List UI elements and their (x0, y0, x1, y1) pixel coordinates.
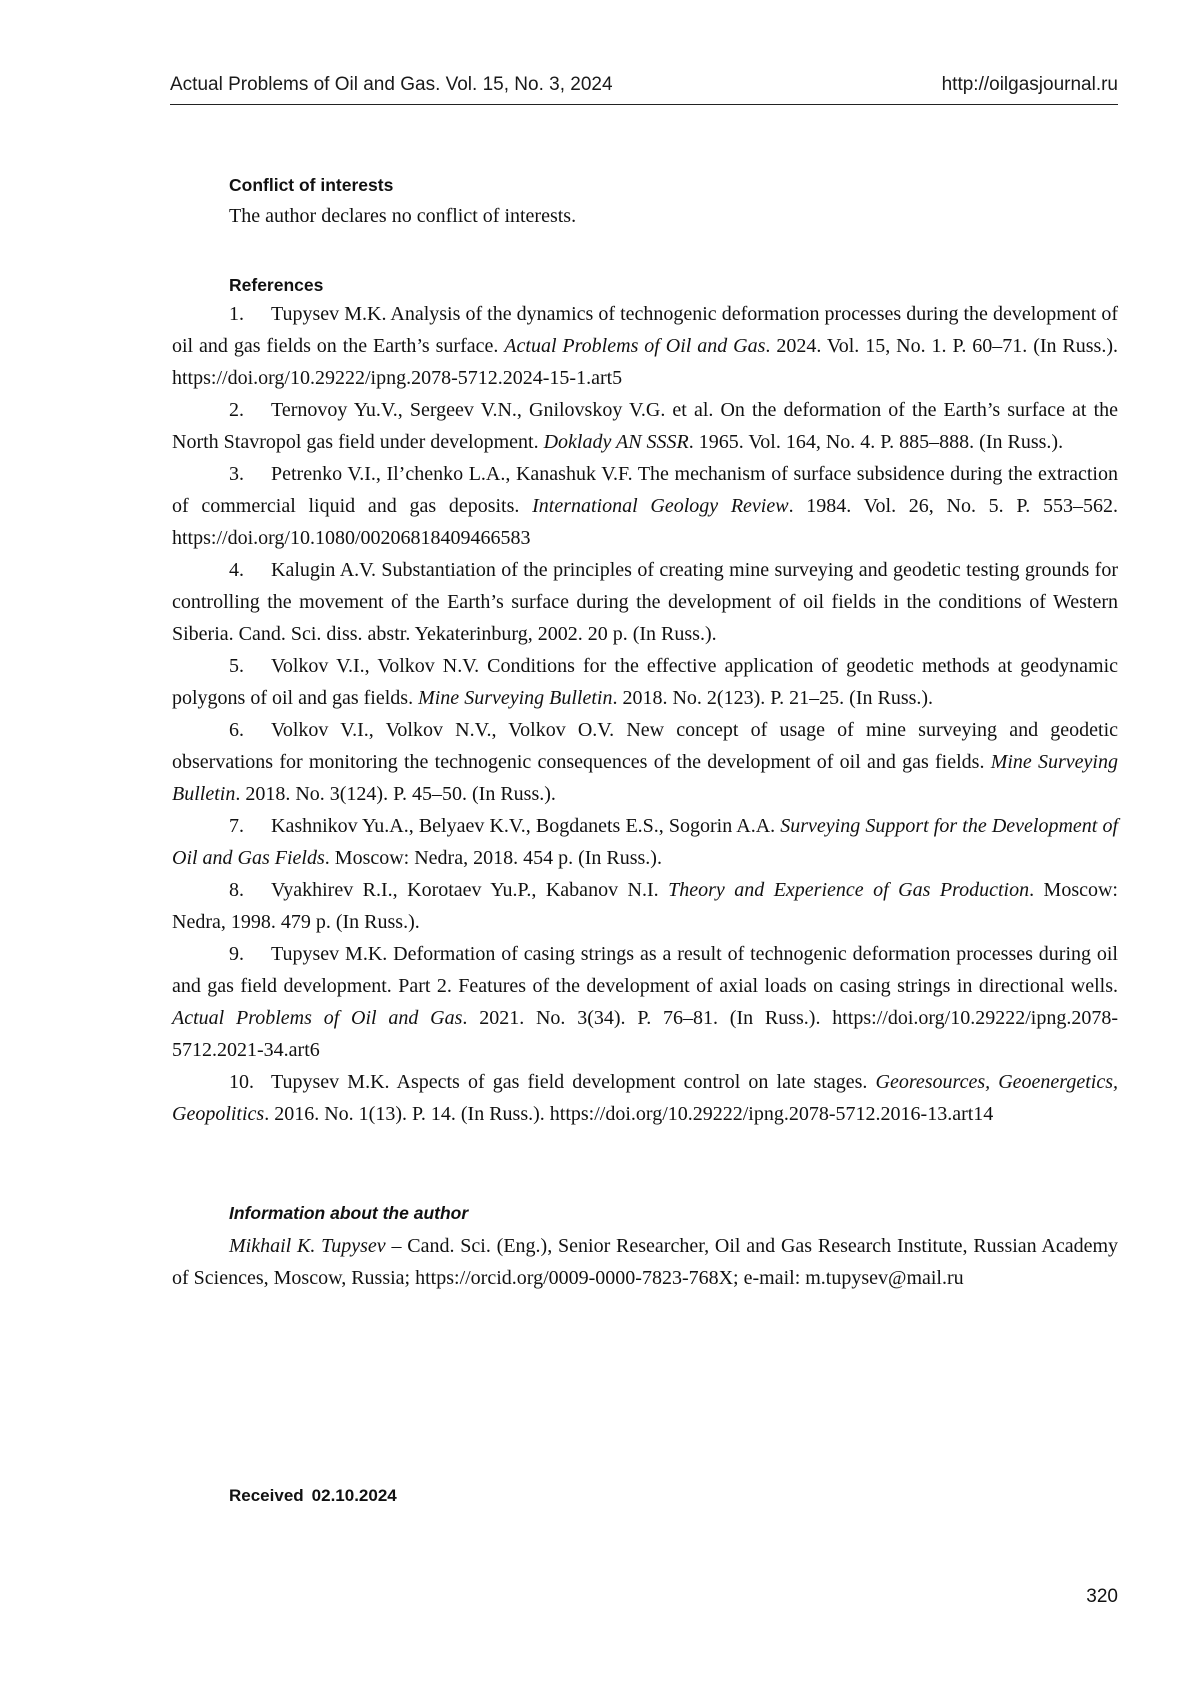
reference-item (172, 650, 1118, 714)
reference-number: 10. (229, 1071, 254, 1093)
reference-authors-title: Kalugin A.V. Substantiation of the principles of creating mine surveying and geodetic testing grounds for controlling the movement of the Earth’s surface during the development of oil fields in the conditions of Western Siberia. Cand. Sci. diss. abstr. Yekaterinburg, 2002. 20 p. (In Russ.). (172, 559, 1118, 645)
author-info-text (172, 1230, 1118, 1294)
reference-number: 2. (229, 399, 244, 421)
reference-item (172, 458, 1118, 554)
received-date: 02.10.2024 (311, 1486, 397, 1505)
reference-item (172, 714, 1118, 810)
reference-number: 7. (229, 815, 244, 837)
reference-details: . Moscow: Nedra, 2018. 454 p. (In Russ.). (324, 847, 662, 869)
reference-number: 1. (229, 303, 244, 325)
reference-source: Georesources, Geoenergetics, Geopolitics (172, 1071, 1118, 1125)
conflict-text: The author declares no conflict of interests. (229, 205, 577, 227)
reference-details: . 1965. Vol. 164, No. 4. P. 885–888. (In Russ.). (688, 431, 1064, 453)
reference-authors-title: Kashnikov Yu.A., Belyaev K.V., Bogdanets E.S., Sogorin A.A. (271, 815, 781, 837)
reference-source: Theory and Experience of Gas Production (668, 879, 1030, 901)
received-label: Received (229, 1486, 304, 1505)
reference-source: Surveying Support for the Development of Oil and Gas Fields (172, 815, 1118, 869)
reference-item (172, 1066, 1118, 1130)
reference-authors-title: Petrenko V.I., Il’chenko L.A., Kanashuk V.F. The mechanism of surface subsidence during the extraction of commercial liquid and gas deposits. (172, 463, 1118, 517)
reference-number: 4. (229, 559, 244, 581)
reference-source: International Geology Review (532, 495, 789, 517)
reference-details: . Moscow: Nedra, 1998. 479 p. (In Russ.). (172, 879, 1118, 933)
received-line (229, 1486, 405, 1506)
reference-authors-title: Ternovoy Yu.V., Sergeev V.N., Gnilovskoy V.G. et al. On the deformation of the Earth’s surface at the North Stavropol gas field under development. (172, 399, 1118, 453)
reference-number: 9. (229, 943, 244, 965)
reference-authors-title: Tupysev M.K. Analysis of the dynamics of technogenic deformation processes during the development of oil and gas fields on the Earth’s surface. (172, 303, 1118, 357)
reference-details: . 2016. No. 1(13). P. 14. (In Russ.). https://doi.org/10.29222/ipng.2078-5712.2016-13.art14 (264, 1103, 994, 1125)
reference-details: . 2024. Vol. 15, No. 1. P. 60–71. (In Russ.). https://doi.org/10.29222/ipng.2078-5712.2024-15-1.art5 (172, 335, 1119, 389)
reference-details: . 2018. No. 3(124). P. 45–50. (In Russ.). (235, 783, 556, 805)
page-content (172, 172, 1118, 1294)
reference-number: 5. (229, 655, 244, 677)
reference-number: 6. (229, 719, 244, 741)
author-info-heading: Information about the author (229, 1203, 469, 1223)
reference-item (172, 874, 1118, 938)
reference-authors-title: Tupysev M.K. Deformation of casing strings as a result of technogenic deformation processes during oil and gas field development. Part 2. Features of the development of axial loads on casing strings in directional wells. (172, 943, 1118, 997)
reference-source: Mine Surveying Bulletin (172, 751, 1118, 805)
reference-source: Actual Problems of Oil and Gas (504, 335, 766, 357)
reference-authors-title: Vyakhirev R.I., Korotaev Yu.P., Kabanov N.I. (271, 879, 669, 901)
reference-source: Mine Surveying Bulletin (418, 687, 613, 709)
running-header (170, 72, 1118, 105)
reference-source: Doklady AN SSSR (543, 431, 689, 453)
journal-url[interactable]: http://oilgasjournal.ru (941, 74, 1118, 95)
reference-item (172, 554, 1118, 650)
reference-number: 3. (229, 463, 244, 485)
reference-item (172, 394, 1118, 458)
references-heading: References (229, 275, 324, 295)
reference-details: . 2021. No. 3(34). P. 76–81. (In Russ.). https://doi.org/10.29222/ipng.2078-5712.2021-34.art6 (172, 1007, 1119, 1061)
reference-authors-title: Volkov V.I., Volkov N.V. Conditions for the effective application of geodetic methods at geodynamic polygons of oil and gas fields. (172, 655, 1118, 709)
reference-details: . 2018. No. 2(123). P. 21–25. (In Russ.). (612, 687, 934, 709)
conflict-heading: Conflict of interests (229, 175, 394, 195)
author-name: Mikhail K. Tupysev (229, 1235, 386, 1257)
reference-authors-title: Tupysev M.K. Aspects of gas field development control on late stages. (271, 1071, 876, 1093)
reference-item (172, 938, 1118, 1066)
author-details: – Cand. Sci. (Eng.), Senior Researcher, Oil and Gas Research Institute, Russian Academy of Sciences, Moscow, Russia; https://orcid.org/0009-0000-7823-768X; e-mail: m.tupysev@mail.ru (172, 1235, 1119, 1289)
reference-item (172, 298, 1118, 394)
reference-source: Actual Problems of Oil and Gas (172, 1007, 463, 1029)
reference-item (172, 810, 1118, 874)
reference-list (172, 298, 1118, 1130)
page-number: 320 (1086, 1586, 1118, 1607)
reference-authors-title: Volkov V.I., Volkov N.V., Volkov O.V. New concept of usage of mine surveying and geodetic observations for monitoring the technogenic consequences of the development of oil and gas fields. (172, 719, 1118, 773)
journal-title: Actual Problems of Oil and Gas. Vol. 15, No. 3, 2024 (170, 74, 613, 95)
reference-number: 8. (229, 879, 244, 901)
reference-details: . 1984. Vol. 26, No. 5. P. 553–562. https://doi.org/10.1080/00206818409466583 (172, 495, 1118, 549)
